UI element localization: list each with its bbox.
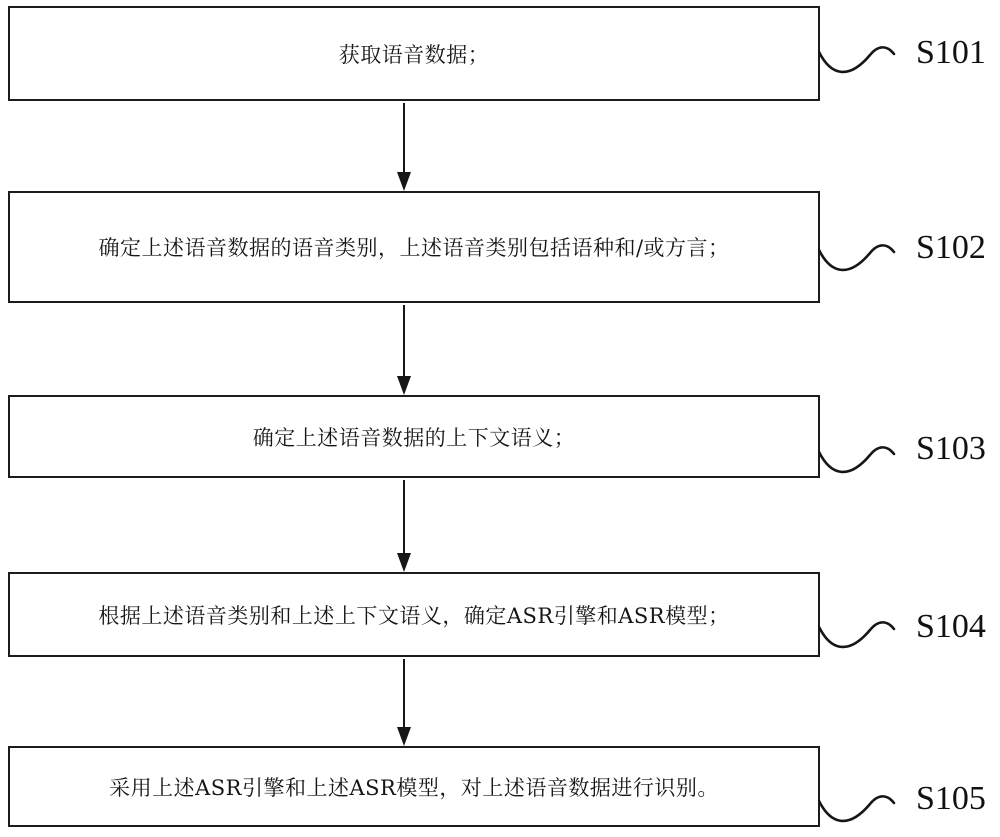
arrow-head-icon — [397, 553, 411, 572]
squiggle-connector-5 — [818, 787, 914, 832]
flow-arrow-1 — [396, 103, 412, 191]
arrow-shaft — [403, 659, 405, 732]
step-label-s104: S104 — [916, 608, 986, 645]
arrow-shaft — [403, 103, 405, 177]
process-step-box-2 — [8, 191, 820, 303]
arrow-head-icon — [397, 376, 411, 395]
step-text-5: 采用上述ASR引擎和上述ASR模型，对上述语音数据进行识别。 — [109, 775, 719, 800]
squiggle-connector-4 — [818, 613, 914, 658]
flow-arrow-4 — [396, 659, 412, 746]
arrow-shaft — [403, 305, 405, 381]
squiggle-connector-2 — [818, 236, 914, 281]
arrow-shaft — [403, 480, 405, 558]
step-label-s103: S103 — [916, 430, 986, 467]
flow-arrow-3 — [396, 480, 412, 572]
step-label-s101: S101 — [916, 34, 986, 71]
step-text-3: 确定上述语音数据的上下文语义； — [252, 425, 576, 450]
arrow-head-icon — [397, 727, 411, 746]
step-text-4: 根据上述语音类别和上述上下文语义，确定ASR引擎和ASR模型； — [98, 603, 730, 628]
squiggle-connector-1 — [818, 38, 914, 83]
step-label-s102: S102 — [916, 229, 986, 266]
process-step-box-1 — [8, 6, 820, 101]
process-step-box-5 — [8, 746, 820, 827]
process-step-box-3 — [8, 395, 820, 478]
step-text-2: 确定上述语音数据的语音类别，上述语音类别包括语种和/或方言； — [98, 236, 730, 260]
step-text-1: 获取语音数据； — [338, 42, 490, 67]
step-label-s105: S105 — [916, 780, 986, 817]
process-step-box-4 — [8, 572, 820, 657]
squiggle-connector-3 — [818, 438, 914, 483]
arrow-head-icon — [397, 172, 411, 191]
flow-arrow-2 — [396, 305, 412, 395]
